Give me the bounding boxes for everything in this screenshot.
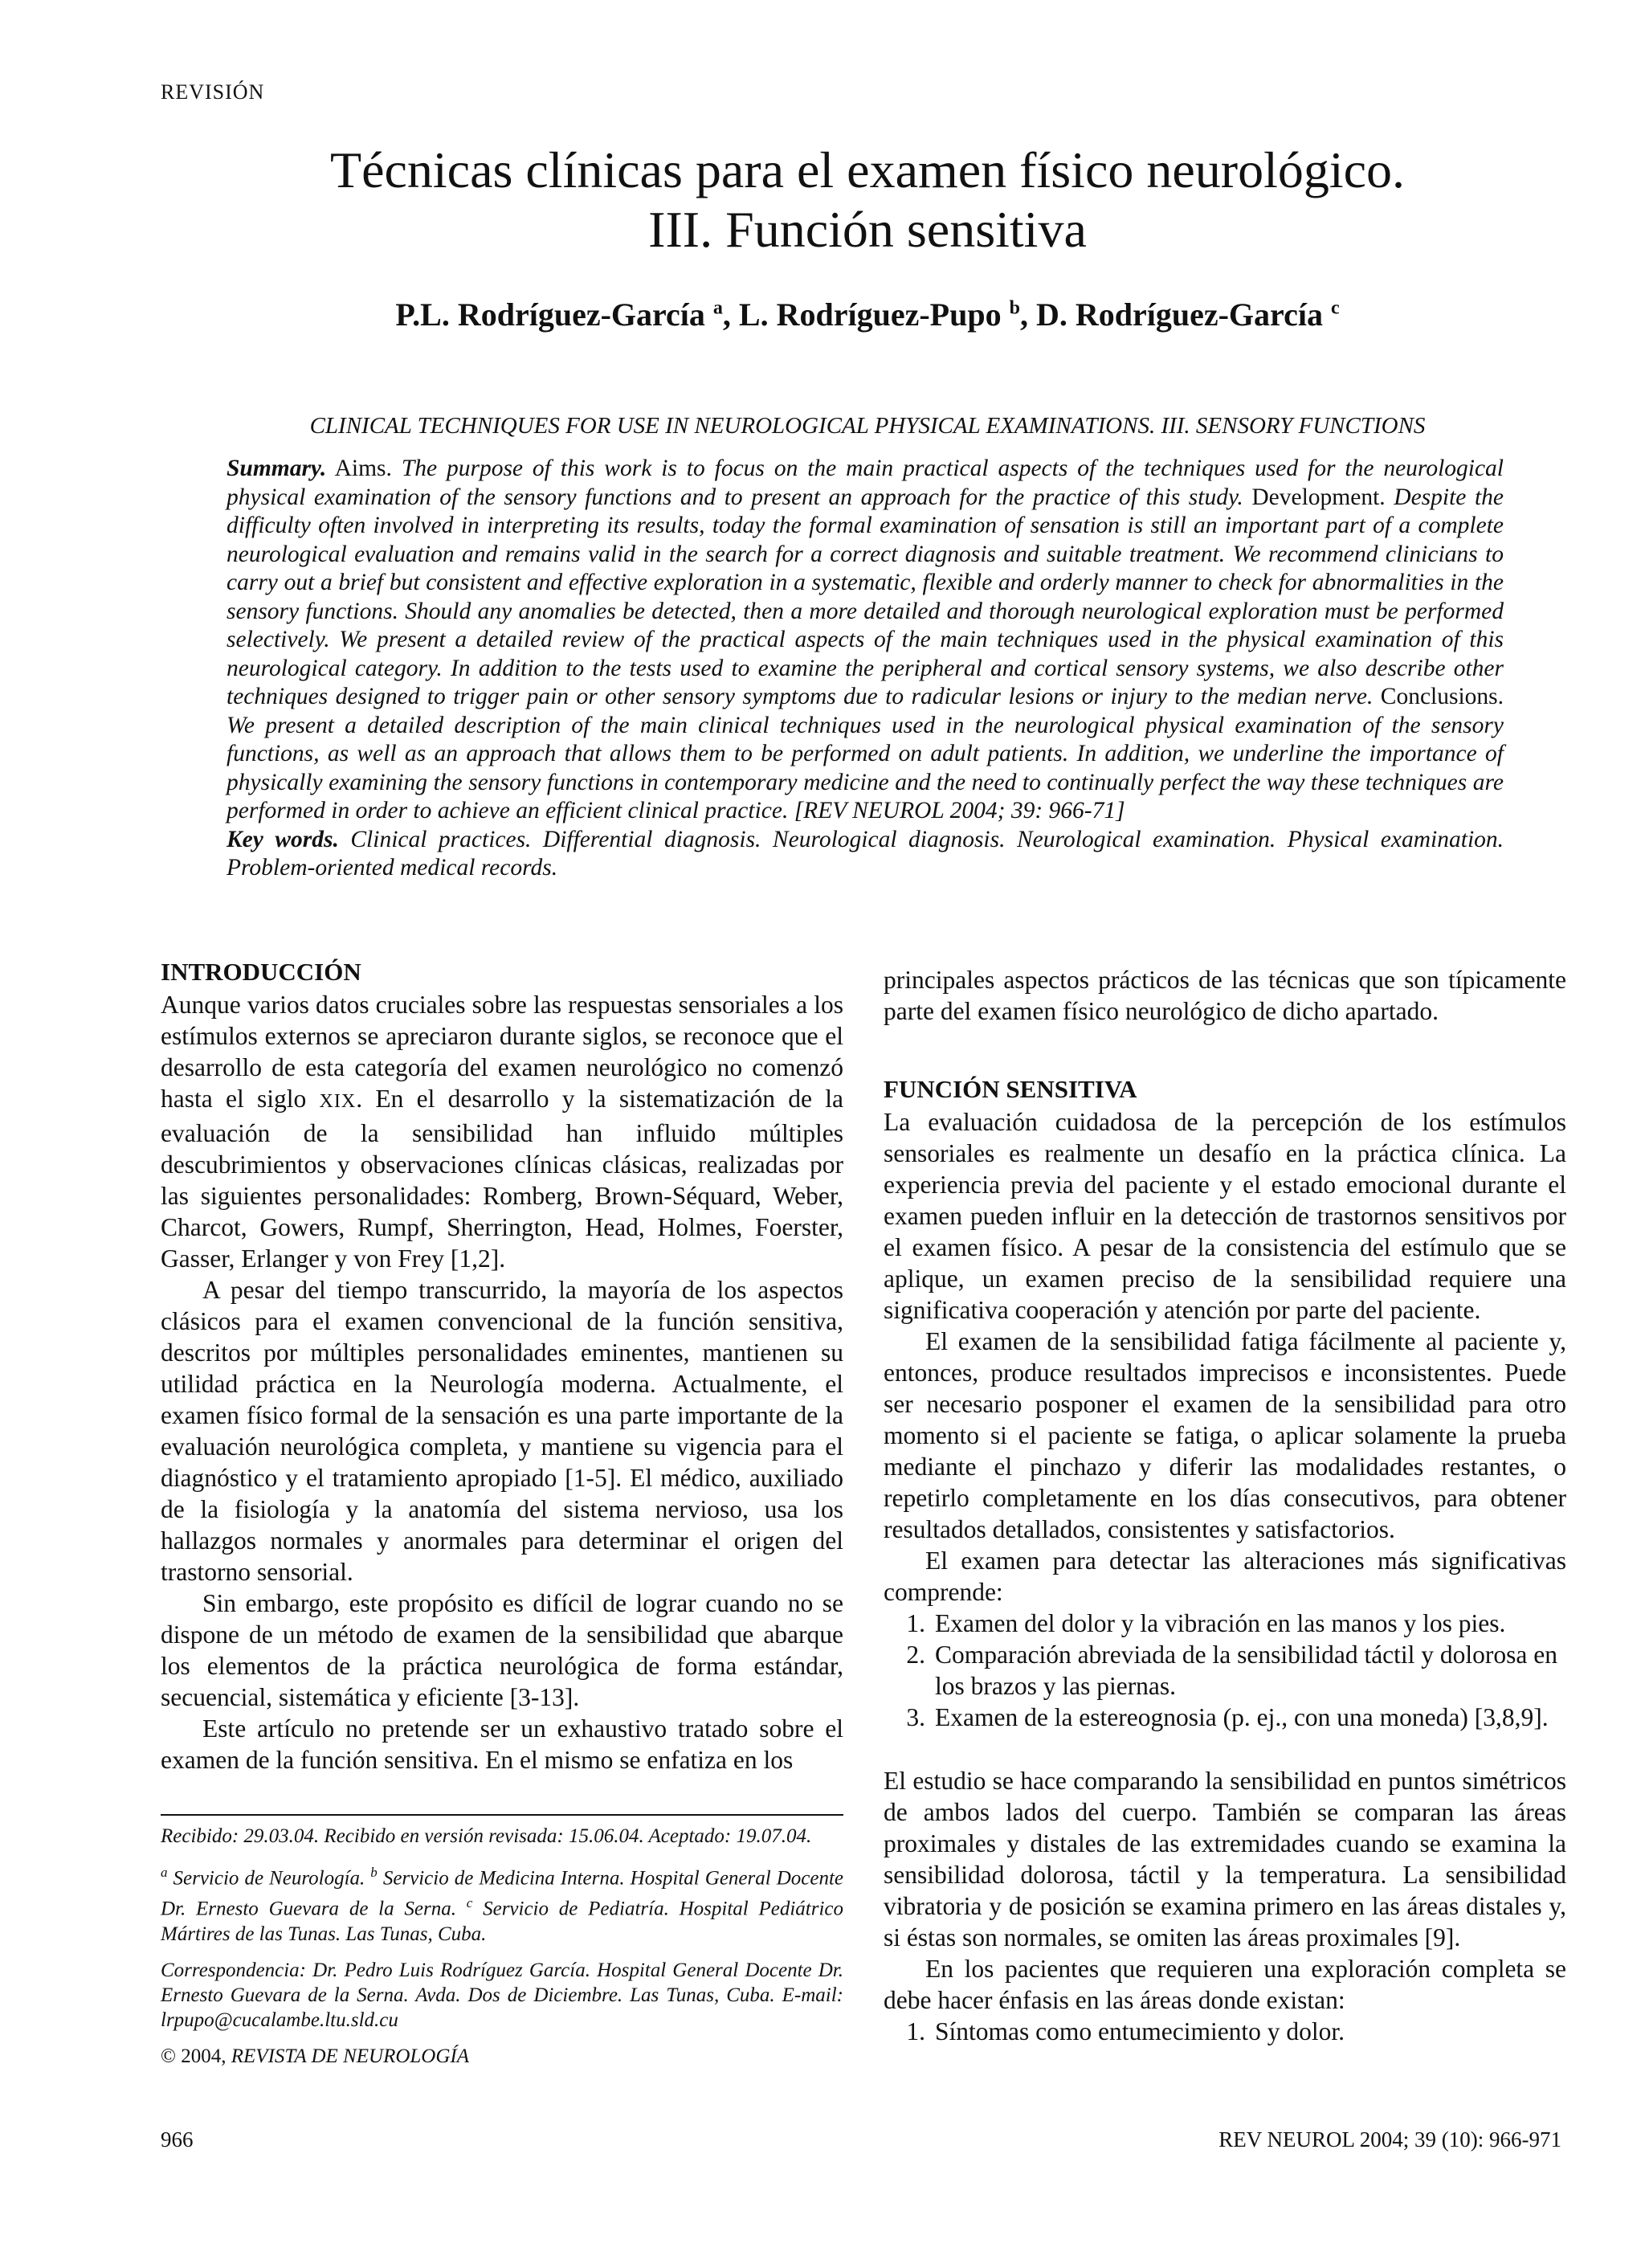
intro-paragraph-1 bbox=[161, 989, 843, 1274]
list-number: 1. bbox=[906, 1609, 925, 1637]
affiliation-b: Servicio de Medicina Interna. Hospital General Docente Dr. Ernesto Guevara de la Serna. bbox=[161, 1867, 843, 1920]
copyright-prefix: © 2004, bbox=[161, 2045, 231, 2067]
summary-block bbox=[227, 455, 1504, 883]
intro-continuation: principales aspectos prácticos de las técnicas que son típicamente parte del examen físico neurológico de dicho apartado. bbox=[884, 966, 1566, 1025]
list-text: Síntomas como entumecimiento y dolor. bbox=[935, 2017, 1345, 2045]
author-separator: , bbox=[1019, 296, 1036, 333]
development-text: Despite the difficulty often involved in interpreting its results, today the formal examination of sensation is still an important part of a complete neurological evaluation and remains valid in the search for a correct diagnosis and suitable treatment. We recommend clinicians to carry out a brief but consistent and effective exploration in a systematic, flexible and orderly manner to check for abnormalities in the sensory functions. Should any anomalies be detected, then a more detailed and thorough neurological exploration must be performed selectively. We present a detailed review of the practical aspects of the main techniques used in the physical examination of this neurological category. In addition to the tests used to examine the peripheral and cortical sensory systems, we also describe other techniques designed to trigger pain or other sensory symptoms due to radicular lesions or injury to the median nerve. bbox=[227, 484, 1504, 709]
list-text: Examen de la estereognosia (p. ej., con una moneda) [3,8,9]. bbox=[935, 1703, 1549, 1731]
list-item bbox=[884, 2016, 1566, 2047]
author-name: D. Rodríguez-García bbox=[1035, 296, 1323, 333]
list-item bbox=[884, 1702, 1566, 1733]
conclusions-text: We present a detailed description of the main clinical techniques used in the neurological physical examination of the sensory functions, as well as an approach that allows them to be performed on adult patients. In addition, we underline the importance of physically examining the sensory functions in contemporary medicine and the need to continually perfect the way these techniques are performed in order to achieve an efficient clinical practice. [REV NEUROL 2004; 39: 966-71] bbox=[227, 712, 1504, 823]
aims-label: Aims. bbox=[334, 456, 392, 481]
copyright bbox=[161, 2044, 843, 2069]
sensory-paragraph-5: En los pacientes que requieren una exploración completa se debe hacer énfasis en las áreas donde existan: bbox=[884, 1955, 1566, 2014]
keywords-label: Key words. bbox=[227, 826, 339, 852]
aims-text: The purpose of this work is to focus on the main practical aspects of the techniques used for the neurological physical examination of the sensory functions and to present an approach for the practice of this study. bbox=[227, 456, 1504, 510]
received-dates: Recibido: 29.03.04. Recibido en versión revisada: 15.06.04. Aceptado: 19.07.04. bbox=[161, 1825, 812, 1847]
section-label: REVISIÓN bbox=[161, 80, 265, 104]
intro-paragraph-2: A pesar del tiempo transcurrido, la mayoría de los aspectos clásicos para el examen convencional de la función sensitiva, descritos por múltiples personalidades eminentes, mantienen su utilidad práctica en la Neurología moderna. Actualmente, el examen físico formal de la sensación es una parte importante de la evaluación neurológica completa, y mantiene su vigencia para el diagnóstico y el tratamiento apropiado [1-5]. El médico, auxiliado de la fisiología y la anatomía del sistema nervioso, usa los hallazgos normales y anormales para determinar el origen del trastorno sensorial. bbox=[161, 1276, 843, 1586]
page-number: 966 bbox=[161, 2127, 194, 2152]
list-item bbox=[884, 1608, 1566, 1639]
affiliation-mark: c bbox=[1330, 297, 1340, 319]
intro-paragraph-3: Sin embargo, este propósito es difícil de lograr cuando no se dispone de un método de examen de la sensibilidad que abarque los elementos de la práctica neurológica de forma estándar, secuencial, sistemática y eficiente [3-13]. bbox=[161, 1589, 843, 1711]
conclusions-label: Conclusions. bbox=[1380, 684, 1504, 709]
intro-paragraph-4: Este artículo no pretende ser un exhaustivo tratado sobre el examen de la función sensitiva. En el mismo se enfatiza en los bbox=[161, 1714, 843, 1774]
right-column bbox=[884, 964, 1566, 2047]
affiliation-mark: b bbox=[1009, 297, 1020, 319]
article-title bbox=[161, 141, 1574, 259]
affiliation-c: Servicio de Pediatría. Hospital Pediátrico Mártires de las Tunas. Las Tunas, Cuba. bbox=[161, 1898, 844, 1945]
author-separator: , bbox=[722, 296, 739, 333]
affiliations bbox=[161, 1860, 843, 1947]
affiliation-mark: a bbox=[712, 297, 723, 319]
author-list bbox=[161, 296, 1574, 333]
copyright-journal: REVISTA DE NEUROLOGÍA bbox=[231, 2045, 470, 2067]
list-item bbox=[884, 1639, 1566, 1702]
symptom-list bbox=[884, 2016, 1566, 2047]
title-line-2: III. Función sensitiva bbox=[648, 201, 1087, 258]
left-column bbox=[161, 956, 843, 1776]
list-text: Comparación abreviada de la sensibilidad táctil y dolorosa en los brazos y las piernas. bbox=[935, 1641, 1557, 1700]
author-name: P.L. Rodríguez-García bbox=[395, 296, 705, 333]
list-number: 1. bbox=[906, 2017, 925, 2045]
sensory-paragraph-4: El estudio se hace comparando la sensibilidad en puntos simétricos de ambos lados del cuerpo. También se comparan las áreas proximales y distales de las extremidades cuando se examina la sensibilidad dolorosa, táctil y la temperatura. La sensibilidad vibratoria y de posición se examina primero en las áreas distales y, si éstas son normales, se omiten las áreas proximales [9]. bbox=[884, 1767, 1566, 1951]
sensory-heading: FUNCIÓN SENSITIVA bbox=[884, 1075, 1137, 1103]
summary-paragraph bbox=[227, 455, 1504, 826]
sensory-paragraph-1: La evaluación cuidadosa de la percepción de los estímulos sensoriales es realmente un desafío en la práctica clínica. La experiencia previa del paciente y el estado emocional durante el examen pueden influir en la detección de trastornos sensitivos por el examen físico. A pesar de la consistencia del estímulo que se aplique, un examen preciso de la sensibilidad requiere una significativa cooperación y atención por parte del paciente. bbox=[884, 1108, 1566, 1324]
intro-text: . En el desarrollo y la sistematización de la evaluación de la sensibilidad han influido múltiples descubrimientos y observaciones clínicas clásicas, realizadas por las siguientes personalidades: Romberg, Brown-Séquard, Weber, Charcot, Gowers, Rumpf, Sherrington, Head, Holmes, Foerster, Gasser, Erlanger y von Frey [1,2]. bbox=[161, 1085, 844, 1273]
sensory-paragraph-3: El examen para detectar las alteraciones más significativas comprende: bbox=[884, 1547, 1566, 1606]
list-number: 2. bbox=[906, 1641, 925, 1669]
author-name: L. Rodríguez-Pupo bbox=[738, 296, 1002, 333]
english-title: CLINICAL TECHNIQUES FOR USE IN NEUROLOGICAL PHYSICAL EXAMINATIONS. III. SENSORY FUNCTIONS bbox=[309, 413, 1426, 439]
correspondence: Correspondencia: Dr. Pedro Luis Rodríguez García. Hospital General Docente Dr. Ernesto Guevara de la Serna. Avda. Dos de Diciembre. Las Tunas, Cuba. E-mail: lrpupo@cucalambe.ltu.sld.cu bbox=[161, 1959, 843, 2031]
footnotes bbox=[161, 1814, 843, 2080]
affiliation-a: Servicio de Neurología. bbox=[173, 1867, 365, 1890]
century-numeral: XIX bbox=[319, 1091, 357, 1112]
keywords-text: Clinical practices. Differential diagnosis. Neurological diagnosis. Neurological examination. Physical examination. Problem-oriented medical records. bbox=[227, 826, 1504, 881]
intro-heading: INTRODUCCIÓN bbox=[161, 958, 361, 986]
exam-list bbox=[884, 1608, 1566, 1733]
journal-reference: REV NEUROL 2004; 39 (10): 966-971 bbox=[1218, 2127, 1561, 2152]
title-line-1: Técnicas clínicas para el examen físico neurológico. bbox=[329, 141, 1406, 198]
affiliation-mark: c bbox=[466, 1895, 473, 1911]
summary-label: Summary. bbox=[227, 456, 327, 481]
sensory-paragraph-2: El examen de la sensibilidad fatiga fácilmente al paciente y, entonces, produce resultados imprecisos e inconsistentes. Puede ser necesario posponer el examen de la sensibilidad para otro momento si el paciente se fatiga, o aplicar solamente la prueba mediante el pinchazo y diferir las modalidades restantes, o repetirlo completamente en los días consecutivos, para obtener resultados detallados, consistentes y satisfactorios. bbox=[884, 1327, 1566, 1543]
list-text: Examen del dolor y la vibración en las manos y los pies. bbox=[935, 1609, 1506, 1637]
list-number: 3. bbox=[906, 1703, 925, 1731]
intro-text: Aunque varios datos cruciales sobre las respuestas sensoriales a los estímulos externos se apreciaron durante siglos, se reconoce que el desarrollo de esta categoría del examen neurológico no comenzó hasta el siglo bbox=[161, 991, 843, 1113]
keywords-paragraph bbox=[227, 826, 1504, 883]
affiliation-mark: b bbox=[370, 1865, 378, 1880]
development-label: Development. bbox=[1251, 484, 1386, 510]
affiliation-mark: a bbox=[161, 1865, 168, 1880]
